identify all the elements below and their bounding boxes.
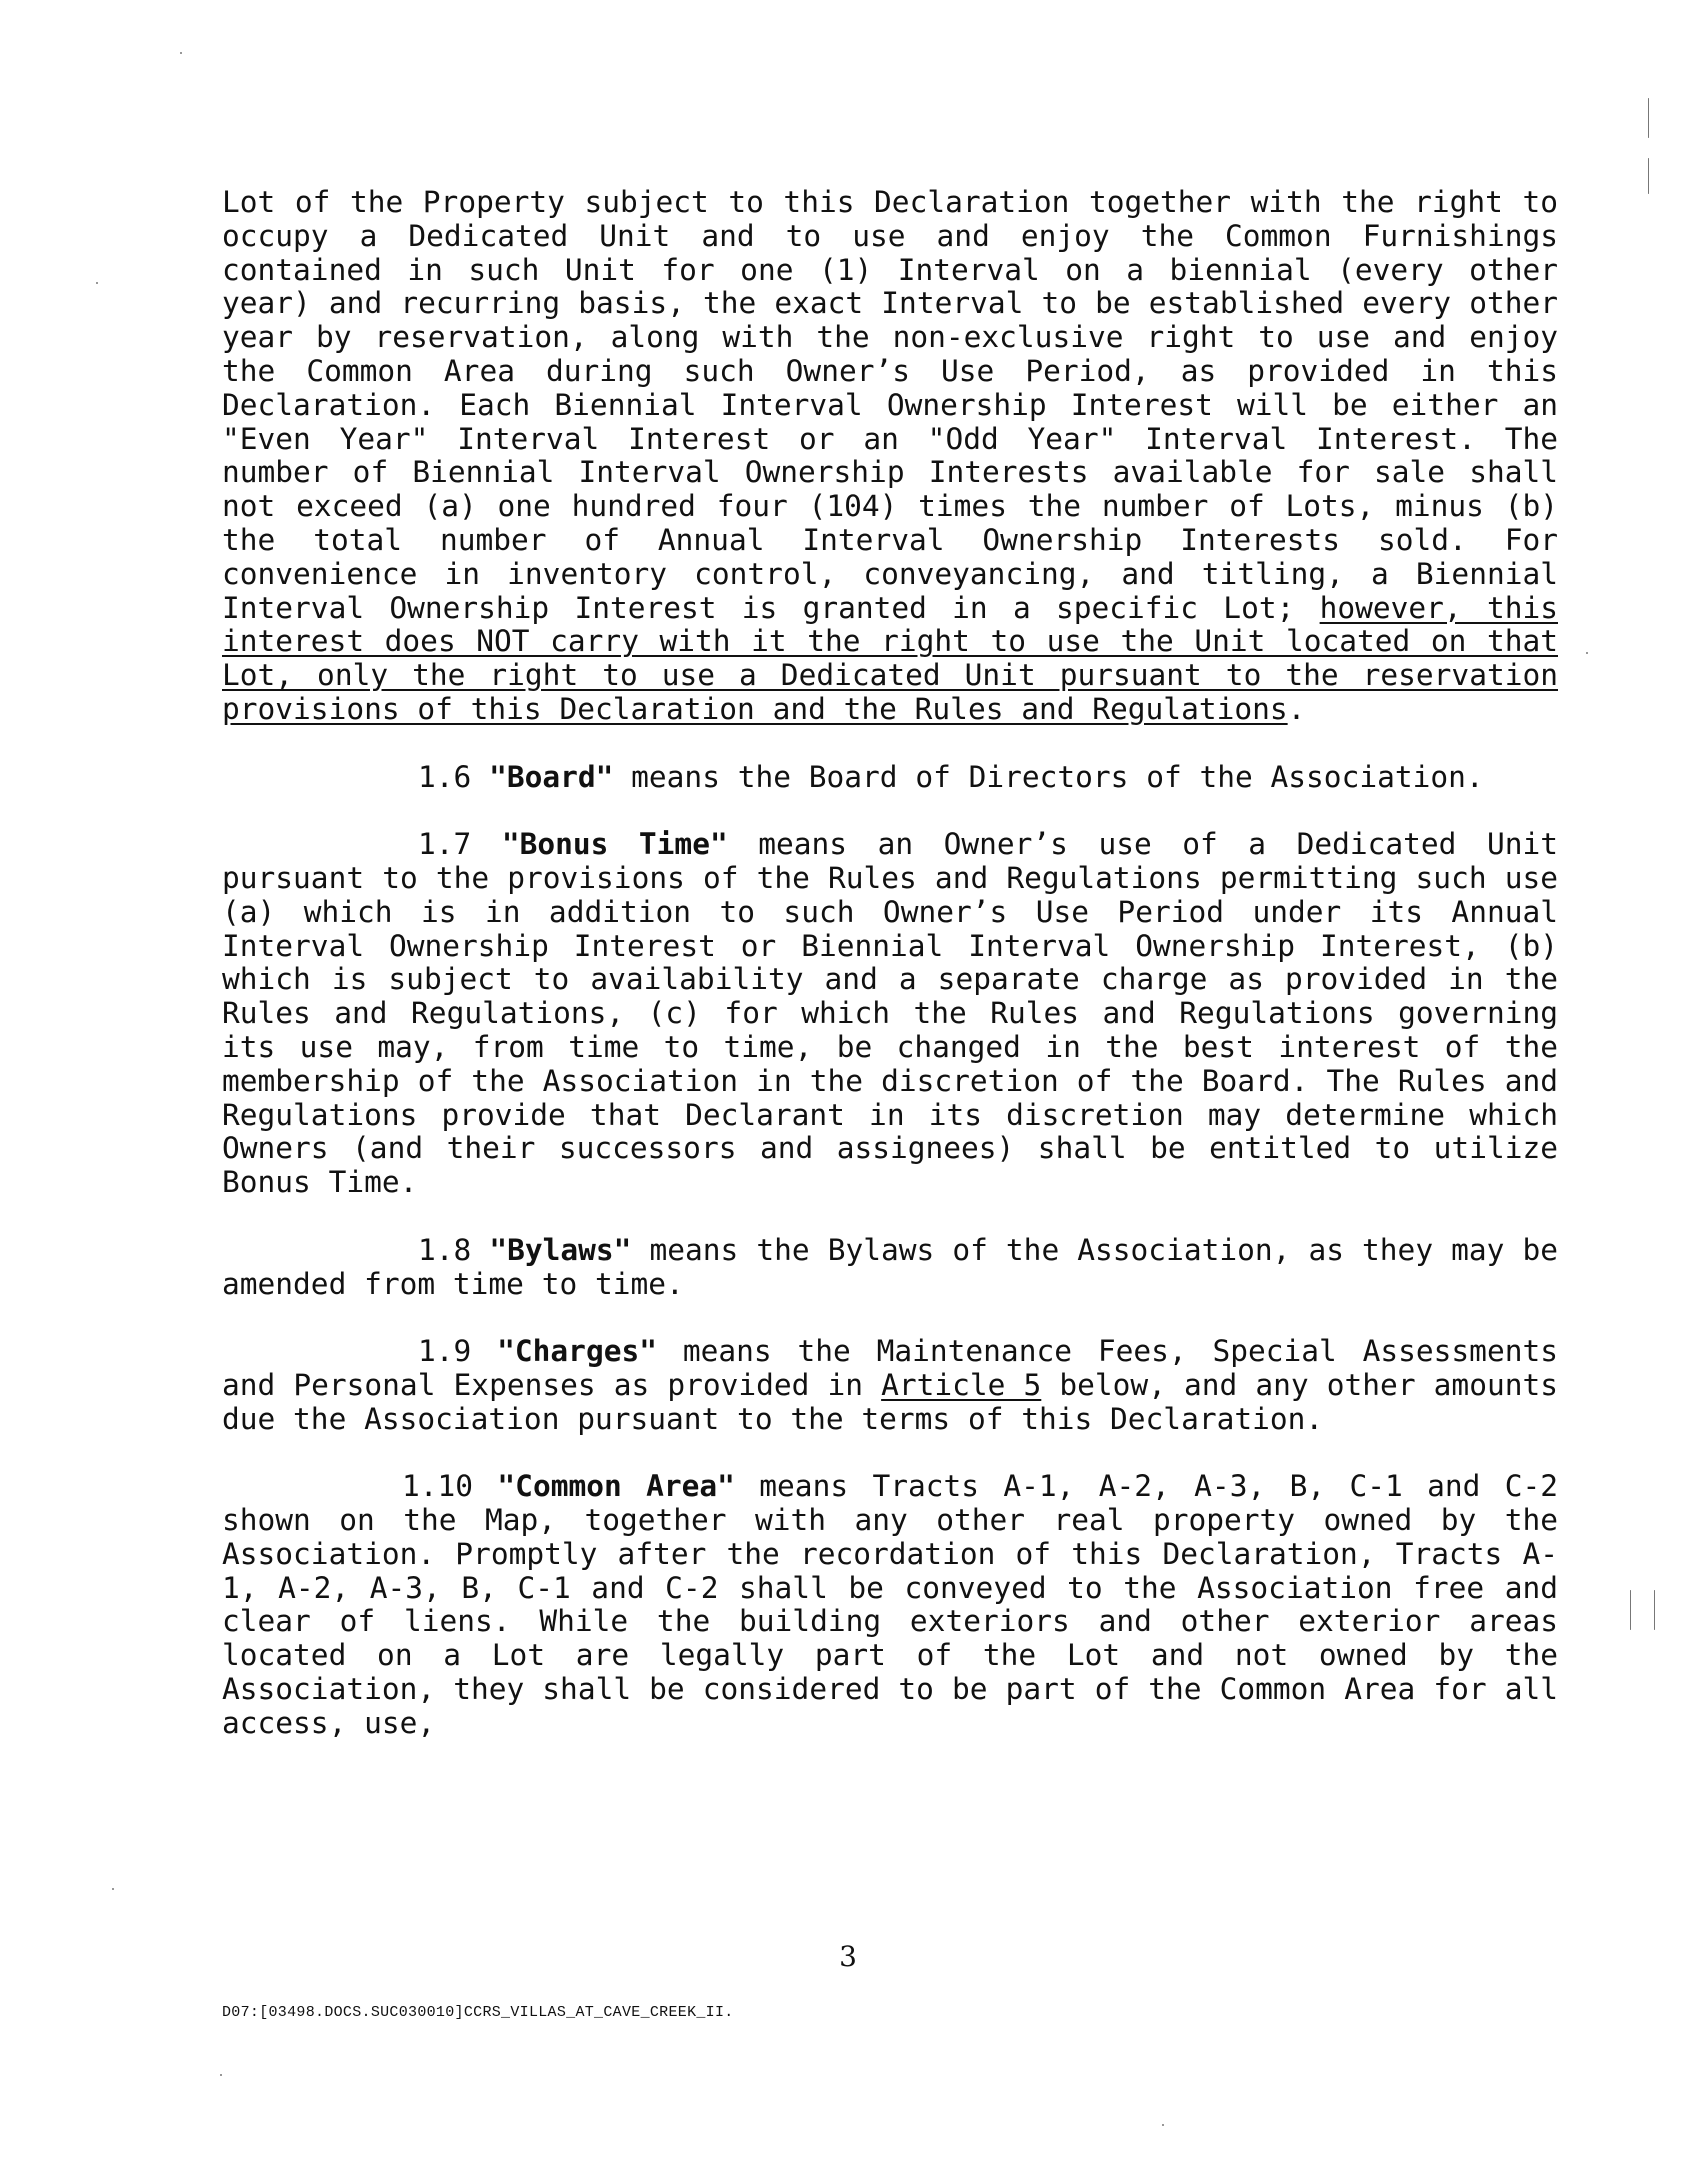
article-reference: Article 5 (881, 1367, 1042, 1402)
scan-speck (96, 282, 98, 284)
section-1-7: 1.7 "Bonus Time" means an Owner’s use of a Dedicated Unit pursuant to the provisions of the Rules and Regulations permitting such use (a) which is in addition to such Owner’s Use Period under its Annual Interval Ownership Interest or Biennial Interval Ownership Interest, (b) which is subject to availability and a separate charge as provided in the Rules and Regulations, (c) for which the Rules and Regulations governing its use may, from time to time, be changed in the best interest of the membership of the Association in the discretion of the Board. The Rules and Regulations provide that Declarant in its discretion may determine which Owners (and their successors and assignees) shall be entitled to utilize Bonus Time. (222, 827, 1558, 1200)
scan-speck (1586, 652, 1588, 654)
scan-speck (1648, 158, 1649, 194)
section-number: 1.9 (418, 1334, 472, 1369)
scan-speck (1648, 98, 1649, 138)
scan-speck (220, 2074, 222, 2076)
section-1-9: 1.9 "Charges" means the Maintenance Fees, Special Assessments and Personal Expenses as provided in Article 5 below, and any other amounts due the Association pursuant to the terms of this Declaration. (222, 1334, 1558, 1436)
page-number: 3 (839, 1940, 857, 1973)
document-footer: D07:[03498.DOCS.SUC030010]CCRS_VILLAS_AT_CAVE_CREEK_II. (222, 2004, 734, 2021)
scan-speck (180, 52, 182, 54)
section-1-6: 1.6 "Board" means the Board of Directors of the Association. (418, 759, 1484, 794)
section-number: 1.7 (418, 827, 472, 862)
document-body (222, 186, 1558, 1741)
section-1-10: 1.10 "Common Area" means Tracts A-1, A-2, A-3, B, C-1 and C-2 shown on the Map, together with any other real property owned by the Association. Promptly after the recordation of this Declaration, Tracts A-1, A-2, A-3, B, C-1 and C-2 shall be conveyed to the Association free and clear of liens. While the building exteriors and other exterior areas located on a Lot are legally part of the Lot and not owned by the Association, they shall be considered to be part of the Common Area for all access, use, (222, 1469, 1559, 1740)
underlined-clause: however, this interest does NOT carry with it the right to use the Unit located on that Lot, only the right to use a Dedicated Unit pursuant to the reservation provisions of this Declaration and the Rules and Regulations (222, 590, 1558, 726)
scan-speck (112, 1888, 114, 1890)
defined-term: "Board" (489, 759, 614, 794)
section-number: 1.8 (418, 1232, 472, 1267)
defined-term: "Bylaws" (489, 1232, 632, 1267)
paragraph-continuation: Lot of the Property subject to this Declaration together with the right to occupy a Dedicated Unit and to use and enjoy the Common Furnishings contained in such Unit for one (1) Interval on a biennial (every other year) and recurring basis, the exact Interval to be established every other year by reservation, along with the non-exclusive right to use and enjoy the Common Area during such Owner’s Use Period, as provided in this Declaration. Each Biennial Interval Ownership Interest will be either an "Even Year" Interval Interest or an "Odd Year" Interval Interest. The number of Biennial Interval Ownership Interests available for sale shall not exceed (a) one hundred four (104) times the number of Lots, minus (b) the total number of Annual Interval Ownership Interests sold. For convenience in inventory control, conveyancing, and titling, a Biennial Interval Ownership Interest is granted in a specific Lot; however, this interest does NOT carry with it the right to use the Unit located on that Lot, only the right to use a Dedicated Unit pursuant to the reservation provisions of this Declaration and the Rules and Regulations. (222, 185, 1558, 726)
scan-speck (1630, 1590, 1631, 1630)
scan-speck (1654, 1590, 1655, 1630)
defined-term: "Bonus Time" (501, 827, 728, 862)
defined-term: "Common Area" (497, 1469, 735, 1504)
section-number: 1.10 (402, 1469, 474, 1504)
defined-term: "Charges" (497, 1334, 657, 1369)
section-number: 1.6 (418, 759, 472, 794)
scan-speck (1162, 2124, 1164, 2126)
section-1-8: 1.8 "Bylaws" means the Bylaws of the Association, as they may be amended from time to time. (222, 1232, 1558, 1301)
